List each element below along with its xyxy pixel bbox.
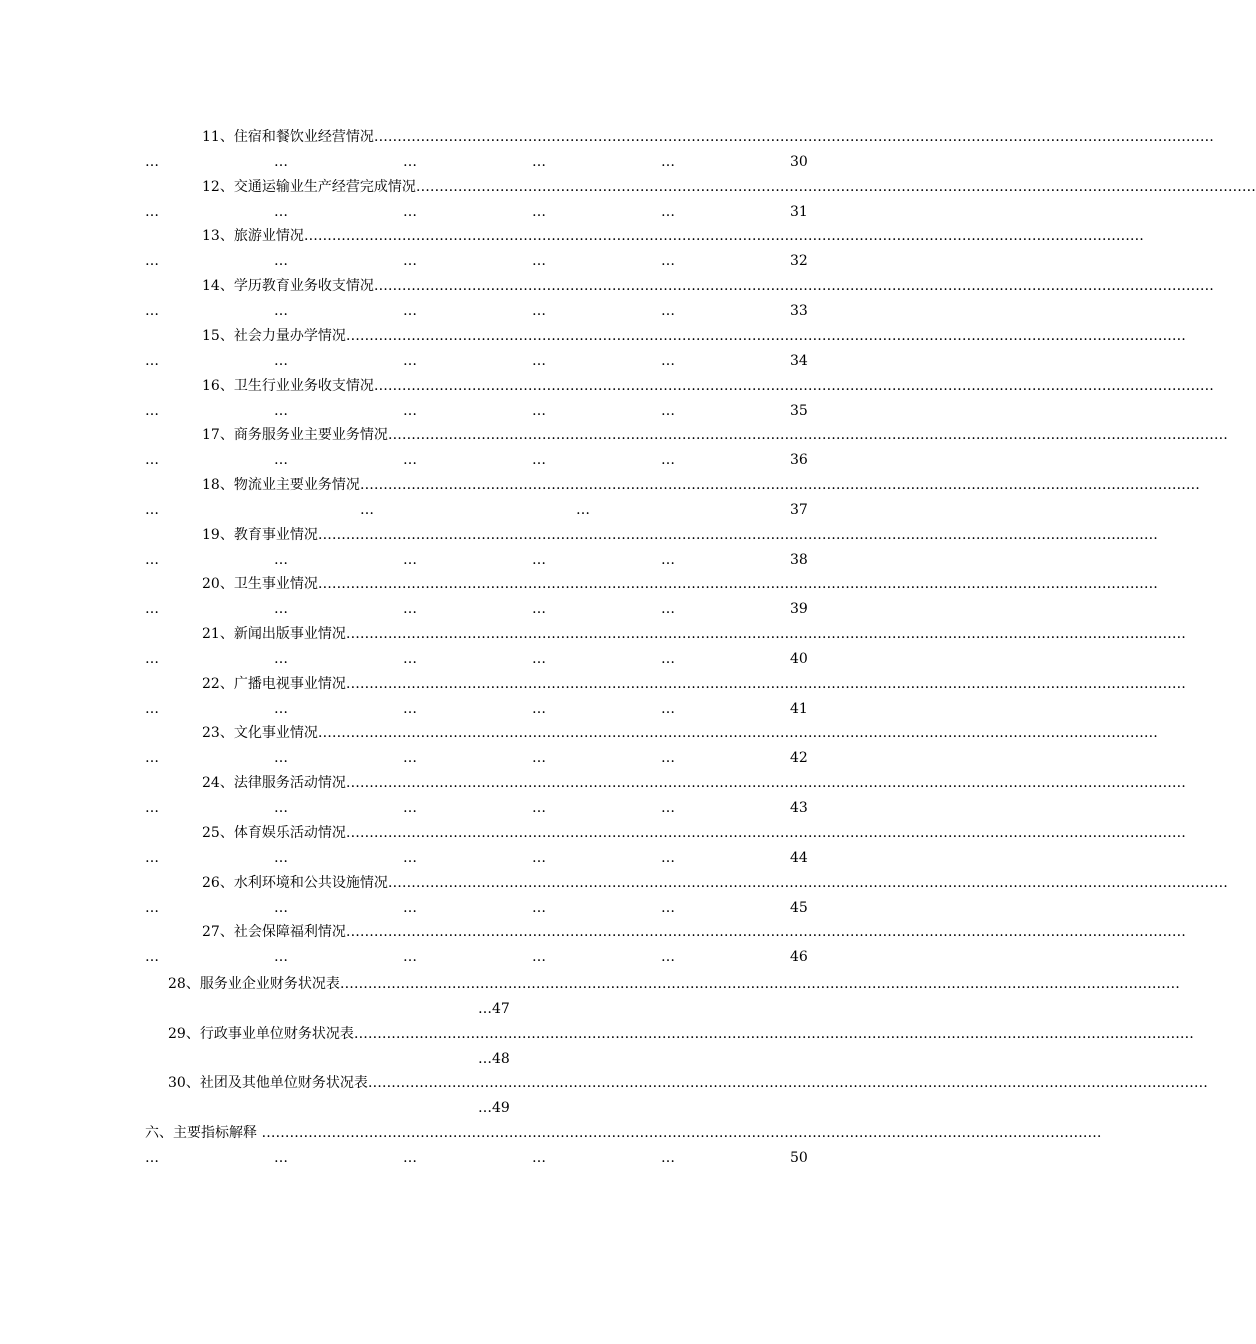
leader-dots: … xyxy=(403,700,417,717)
leader-dots: … xyxy=(274,452,288,469)
toc-entry-label: 21、新闻出版事业情况 xyxy=(202,626,346,642)
leader-dots: … xyxy=(403,551,417,568)
leader-dots: … xyxy=(532,253,546,270)
page-number: 37 xyxy=(790,501,808,518)
toc-entry xyxy=(202,824,1186,842)
leader-dots: … xyxy=(576,501,590,518)
toc-entry-label: 24、法律服务活动情况 xyxy=(202,775,346,792)
leader-dots: ……………………………………………………………………………………………………………………………………………………………… xyxy=(359,476,1200,493)
leader-dots: … xyxy=(403,750,417,767)
leader-dots: … xyxy=(403,253,417,270)
toc-entry-label: 25、体育娱乐活动情况 xyxy=(202,824,346,841)
toc-entry xyxy=(202,575,1158,593)
toc-entry xyxy=(202,128,1214,146)
leader-dots: ……………………………………………………………………………………………………………………………………………………………… xyxy=(415,178,1256,195)
leader-dots: … xyxy=(145,651,159,667)
leader-dots: … xyxy=(532,601,546,618)
page-number: 50 xyxy=(790,1150,808,1166)
toc-entry-label: 11、住宿和餐饮业经营情况 xyxy=(202,129,374,145)
leader-dots: ……………………………………………………………………………………………………………………………………………………………… xyxy=(345,626,1186,642)
leader-dots: … xyxy=(403,303,417,320)
toc-entry-label: 22、广播电视事业情况 xyxy=(202,675,346,692)
leader-dots: … xyxy=(403,154,417,170)
toc-entry-label: 19、教育事业情况 xyxy=(202,526,318,543)
toc-entry xyxy=(168,975,1180,993)
leader-dots: … xyxy=(661,402,675,419)
toc-entry-label: 29、行政事业单位财务状况表 xyxy=(168,1025,354,1042)
leader-dots: … xyxy=(360,501,374,518)
leader-dots: … xyxy=(532,849,546,866)
leader-dots: … xyxy=(532,203,546,220)
leader-dots: ……………………………………………………………………………………………………………………………………………………………… xyxy=(345,775,1186,792)
leader-dots: … xyxy=(274,899,288,916)
leader-dots: … xyxy=(145,501,159,518)
toc-entry xyxy=(202,426,1228,444)
leader-dots: … xyxy=(145,303,159,320)
leader-dots: … xyxy=(661,849,675,866)
leader-dots: … xyxy=(403,949,417,966)
leader-dots: … xyxy=(532,352,546,369)
leader-dots: ……………………………………………………………………………………………………………………………………………………………… xyxy=(345,327,1186,344)
toc-entry-label: 17、商务服务业主要业务情况 xyxy=(202,427,388,444)
leader-dots: … xyxy=(145,154,159,170)
leader-dots: … xyxy=(274,203,288,220)
leader-dots: ……………………………………………………………………………………………………………………………………………………………… xyxy=(317,576,1158,593)
leader-dots: ……………………………………………………………………………………………………………………………………………………………… xyxy=(261,1125,1102,1141)
page-number: 36 xyxy=(790,452,808,469)
page-number: 40 xyxy=(790,651,808,667)
toc-entry-label: 23、文化事业情况 xyxy=(202,725,318,742)
leader-dots: … xyxy=(661,700,675,717)
leader-dots: … xyxy=(403,402,417,419)
leader-dots: … xyxy=(274,750,288,767)
leader-dots: … xyxy=(661,601,675,618)
leader-dots: ……………………………………………………………………………………………………………………………………………………………… xyxy=(345,675,1186,692)
leader-dots: … xyxy=(274,849,288,866)
leader-dots: … xyxy=(145,899,159,916)
leader-dots: … xyxy=(274,303,288,320)
page-number: 30 xyxy=(790,154,808,170)
leader-dots: ……………………………………………………………………………………………………………………………………………………………… xyxy=(387,874,1228,891)
leader-dots: … xyxy=(145,203,159,220)
leader-dots: … xyxy=(274,352,288,369)
toc-entry xyxy=(202,476,1200,494)
leader-dots: ……………………………………………………………………………………………………………………………………………………………… xyxy=(387,427,1228,444)
leader-dots: … xyxy=(532,1150,546,1166)
leader-dots: … xyxy=(532,303,546,320)
leader-dots: … xyxy=(274,800,288,817)
leader-dots: … xyxy=(661,750,675,767)
toc-entry xyxy=(202,625,1186,643)
leader-dots: … xyxy=(661,352,675,369)
page-number: …48 xyxy=(478,1050,510,1067)
leader-dots: … xyxy=(274,253,288,270)
leader-dots: … xyxy=(274,1150,288,1166)
page-number: 46 xyxy=(790,949,808,966)
toc-entry xyxy=(202,327,1186,345)
toc-entry-label: 20、卫生事业情况 xyxy=(202,576,318,593)
page-number: 31 xyxy=(790,203,808,220)
page-number: 43 xyxy=(790,800,808,817)
leader-dots: … xyxy=(145,551,159,568)
page-number: 42 xyxy=(790,750,808,767)
toc-entry-label: 18、物流业主要业务情况 xyxy=(202,476,360,493)
page-number: …47 xyxy=(478,1001,510,1017)
leader-dots: ……………………………………………………………………………………………………………………………………………………………… xyxy=(339,976,1180,992)
leader-dots: … xyxy=(145,750,159,767)
toc-entry xyxy=(202,526,1158,544)
page-number: 35 xyxy=(790,402,808,419)
leader-dots: … xyxy=(274,154,288,170)
leader-dots: … xyxy=(274,700,288,717)
leader-dots: … xyxy=(274,651,288,667)
leader-dots: … xyxy=(145,700,159,717)
leader-dots: … xyxy=(145,1150,159,1166)
leader-dots: … xyxy=(403,800,417,817)
toc-entry xyxy=(202,227,1144,245)
leader-dots: … xyxy=(403,1150,417,1166)
toc-entry xyxy=(202,277,1214,295)
page-number: 38 xyxy=(790,551,808,568)
leader-dots: ……………………………………………………………………………………………………………………………………………………………… xyxy=(303,228,1144,245)
leader-dots: ……………………………………………………………………………………………………………………………………………………………… xyxy=(345,924,1186,941)
leader-dots: … xyxy=(661,203,675,220)
leader-dots: ……………………………………………………………………………………………………………………………………………………………… xyxy=(373,129,1214,145)
toc-entry-label: 13、旅游业情况 xyxy=(202,228,304,245)
leader-dots: … xyxy=(145,402,159,419)
page-number: 45 xyxy=(790,899,808,916)
toc-entry-label: 30、社团及其他单位财务状况表 xyxy=(168,1075,368,1092)
leader-dots: ……………………………………………………………………………………………………………………………………………………………… xyxy=(317,725,1158,742)
toc-entry xyxy=(202,923,1186,941)
leader-dots: … xyxy=(661,253,675,270)
toc-entry xyxy=(202,178,1256,196)
leader-dots: … xyxy=(145,352,159,369)
leader-dots: … xyxy=(145,949,159,966)
leader-dots: … xyxy=(532,402,546,419)
toc-entry xyxy=(202,675,1186,693)
leader-dots: … xyxy=(274,949,288,966)
leader-dots: … xyxy=(661,949,675,966)
toc-entry xyxy=(202,724,1158,742)
toc-entry xyxy=(168,1025,1194,1043)
leader-dots: … xyxy=(403,899,417,916)
toc-entry-label: 16、卫生行业业务收支情况 xyxy=(202,377,374,394)
leader-dots: … xyxy=(661,154,675,170)
toc-entry-label: 六、主要指标解释 xyxy=(145,1125,262,1141)
leader-dots: … xyxy=(661,899,675,916)
leader-dots: … xyxy=(145,800,159,817)
leader-dots: … xyxy=(532,700,546,717)
toc-entry-label: 27、社会保障福利情况 xyxy=(202,924,346,941)
toc-entry xyxy=(202,377,1214,395)
leader-dots: … xyxy=(145,601,159,618)
page-number: 33 xyxy=(790,303,808,320)
leader-dots: ……………………………………………………………………………………………………………………………………………………………… xyxy=(353,1025,1194,1042)
leader-dots: ……………………………………………………………………………………………………………………………………………………………… xyxy=(345,824,1186,841)
toc-entry-label: 14、学历教育业务收支情况 xyxy=(202,278,374,295)
page-number: 41 xyxy=(790,700,808,717)
toc-entry xyxy=(202,874,1228,892)
leader-dots: … xyxy=(403,452,417,469)
page-number: 34 xyxy=(790,352,808,369)
leader-dots: … xyxy=(274,402,288,419)
page-number: …49 xyxy=(478,1100,510,1117)
leader-dots: … xyxy=(145,253,159,270)
toc-entry xyxy=(168,1074,1208,1092)
leader-dots: … xyxy=(403,601,417,618)
page-number: 39 xyxy=(790,601,808,618)
leader-dots: … xyxy=(661,1150,675,1166)
leader-dots: … xyxy=(145,849,159,866)
leader-dots: … xyxy=(403,651,417,667)
leader-dots: … xyxy=(532,800,546,817)
leader-dots: … xyxy=(403,203,417,220)
leader-dots: … xyxy=(661,303,675,320)
leader-dots: … xyxy=(532,551,546,568)
leader-dots: … xyxy=(532,651,546,667)
page-number: 44 xyxy=(790,849,808,866)
toc-entry-label: 28、服务业企业财务状况表 xyxy=(168,976,340,992)
leader-dots: … xyxy=(532,452,546,469)
leader-dots: ……………………………………………………………………………………………………………………………………………………………… xyxy=(373,278,1214,295)
toc-entry-label: 26、水利环境和公共设施情况 xyxy=(202,874,388,891)
leader-dots: … xyxy=(661,551,675,568)
toc-entry-label: 12、交通运输业生产经营完成情况 xyxy=(202,178,416,195)
leader-dots: … xyxy=(661,452,675,469)
leader-dots: ……………………………………………………………………………………………………………………………………………………………… xyxy=(367,1075,1208,1092)
leader-dots: … xyxy=(403,352,417,369)
page-number: 32 xyxy=(790,253,808,270)
leader-dots: … xyxy=(532,750,546,767)
leader-dots: … xyxy=(274,551,288,568)
leader-dots: … xyxy=(532,154,546,170)
leader-dots: … xyxy=(532,949,546,966)
leader-dots: … xyxy=(661,651,675,667)
toc-entry-label: 15、社会力量办学情况 xyxy=(202,327,346,344)
leader-dots: … xyxy=(532,899,546,916)
leader-dots: ……………………………………………………………………………………………………………………………………………………………… xyxy=(317,526,1158,543)
toc-entry xyxy=(202,774,1186,792)
toc-entry xyxy=(145,1124,1102,1142)
leader-dots: … xyxy=(274,601,288,618)
leader-dots: … xyxy=(661,800,675,817)
leader-dots: ……………………………………………………………………………………………………………………………………………………………… xyxy=(373,377,1214,394)
leader-dots: … xyxy=(145,452,159,469)
leader-dots: … xyxy=(403,849,417,866)
